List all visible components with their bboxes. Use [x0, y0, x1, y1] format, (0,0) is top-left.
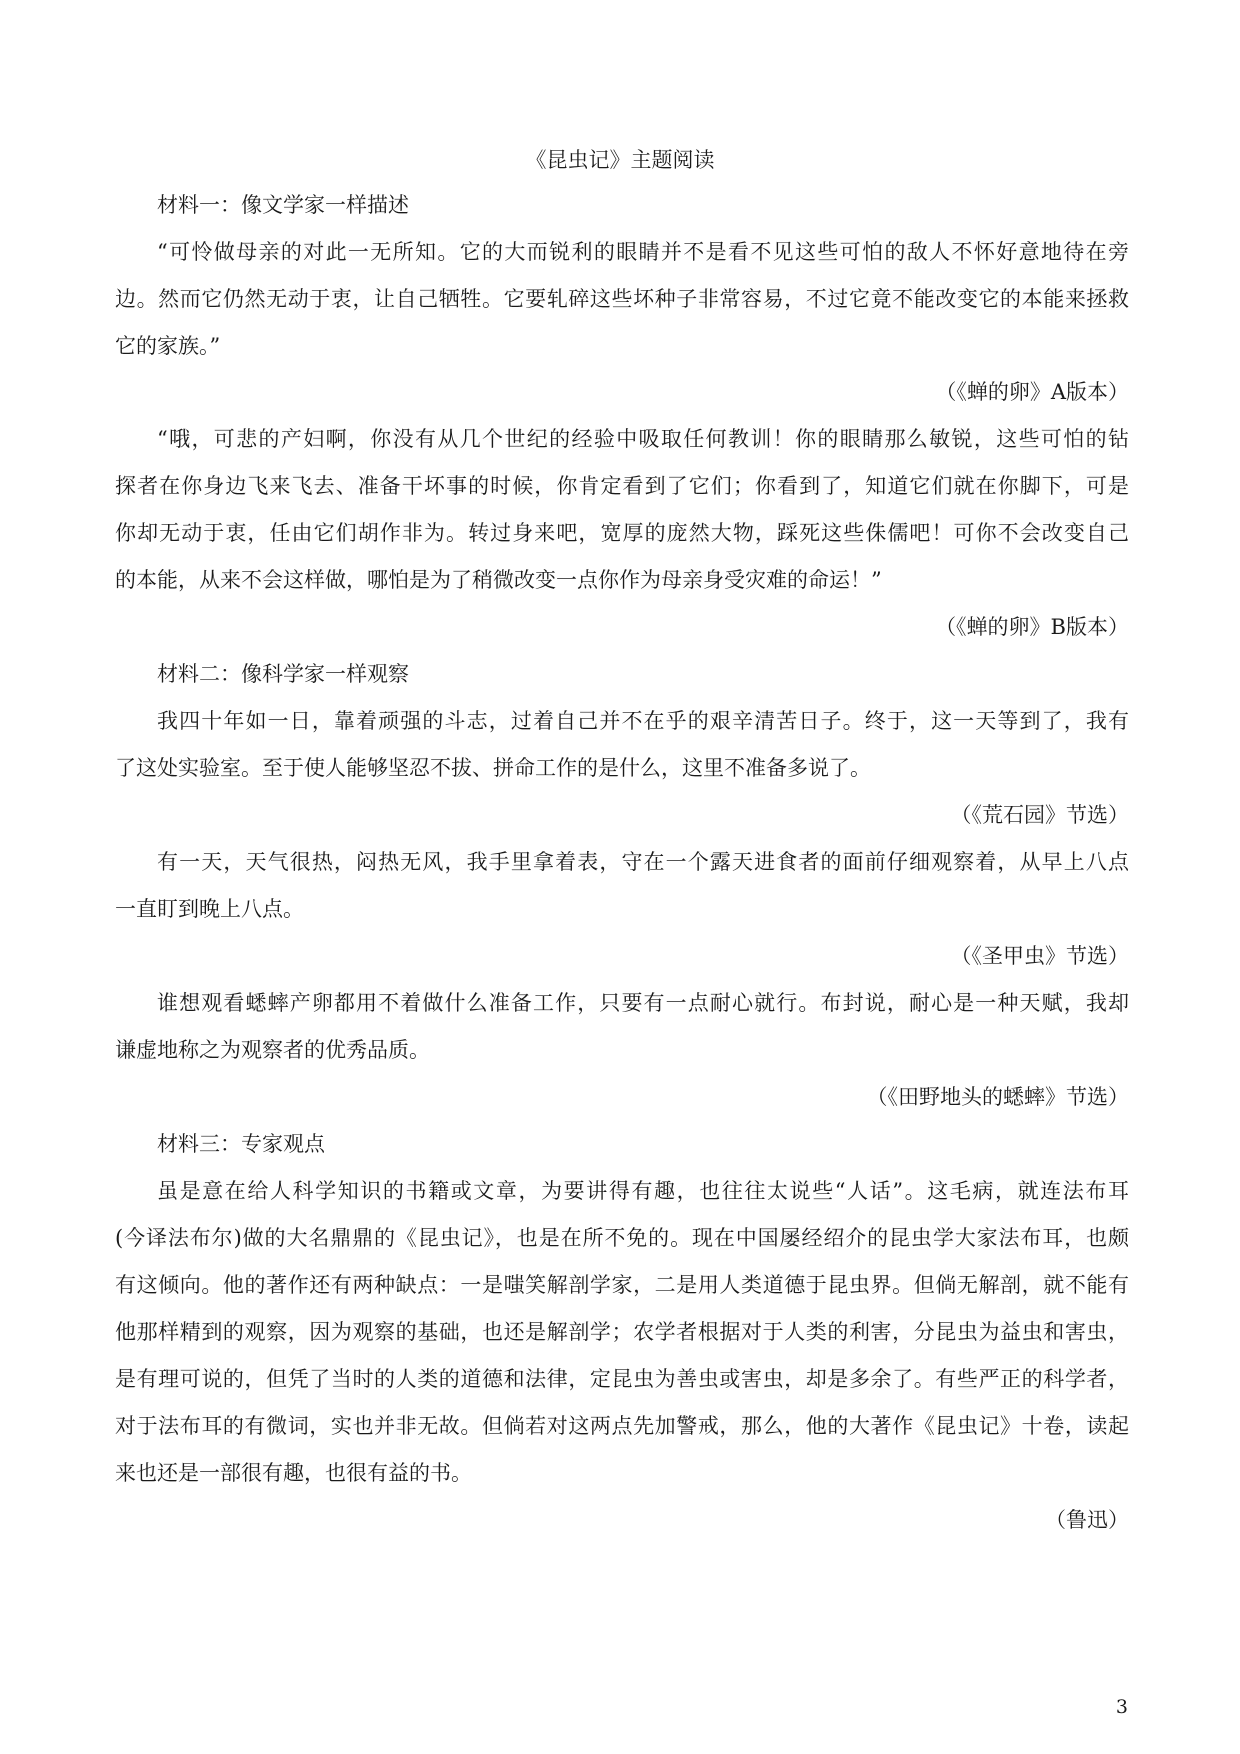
paragraph-line: 虽是意在给人科学知识的书籍或文章，为要讲得有趣，也往往太说些“人话”。这毛病，就连法布耳 — [157, 1179, 1129, 1203]
material-1-heading: 材料一：像文学家一样描述 — [157, 193, 409, 217]
paragraph-line: 边。然而它仍然无动于衷，让自己牺牲。它要轧碎这些坏种子非常容易，不过它竟不能改变它的本能来拯救 — [115, 287, 1129, 311]
material-2-heading: 材料二：像科学家一样观察 — [157, 662, 409, 686]
paragraph-line: 探者在你身边飞来飞去、准备干坏事的时候，你肯定看到了它们；你看到了，知道它们就在你脚下，可是 — [115, 474, 1129, 498]
paragraph-line: 有一天，天气很热，闷热无风，我手里拿着表，守在一个露天进食者的面前仔细观察着，从早上八点 — [157, 850, 1129, 874]
paragraph-line: 它的家族。” — [115, 334, 221, 358]
source-citation: （《荒石园》节选） — [950, 803, 1129, 827]
document-title: 《昆虫记》主题阅读 — [525, 148, 715, 172]
paragraph-line: 你却无动于衷，任由它们胡作非为。转过身来吧，宽厚的庞然大物，踩死这些侏儒吧！可你不会改变自己 — [115, 521, 1129, 545]
page-number: 3 — [1115, 1696, 1128, 1718]
paragraph-line: 谁想观看蟋蟀产卵都用不着做什么准备工作，只要有一点耐心就行。布封说，耐心是一种天赋，我却 — [157, 991, 1129, 1015]
paragraph-line: 了这处实验室。至于使人能够坚忍不拔、拼命工作的是什么，这里不准备多说了。 — [115, 756, 871, 780]
paragraph-line: 对于法布耳的有微词，实也并非无故。但倘若对这两点先加警戒，那么，他的大著作《昆虫记》十卷，读起 — [115, 1414, 1129, 1438]
paragraph-line: 来也还是一部很有趣，也很有益的书。 — [115, 1461, 472, 1485]
paragraph-line: 他那样精到的观察，因为观察的基础，也还是解剖学；农学者根据对于人类的利害，分昆虫为益虫和害虫， — [115, 1320, 1129, 1344]
paragraph-line: 谦虚地称之为观察者的优秀品质。 — [115, 1038, 430, 1062]
source-citation: （《蝉的卵》A版本） — [935, 380, 1129, 404]
paragraph-line: “哦，可悲的产妇啊，你没有从几个世纪的经验中吸取任何教训！你的眼睛那么敏锐，这些可怕的钻 — [157, 427, 1129, 451]
paragraph-line: 有这倾向。他的著作还有两种缺点：一是嗤笑解剖学家，二是用人类道德于昆虫界。但倘无解剖，就不能有 — [115, 1273, 1129, 1297]
paragraph-line: (今译法布尔)做的大名鼎鼎的《昆虫记》，也是在所不免的。现在中国屡经绍介的昆虫学大家法布耳，也颇 — [115, 1226, 1129, 1250]
source-citation: （鲁迅） — [1045, 1508, 1129, 1532]
paragraph-line: 的本能，从来不会这样做，哪怕是为了稍微改变一点你作为母亲身受灾难的命运！” — [115, 568, 882, 592]
paragraph-line: “可怜做母亲的对此一无所知。它的大而锐利的眼睛并不是看不见这些可怕的敌人不怀好意地待在旁 — [157, 240, 1129, 264]
paragraph-line: 我四十年如一日，靠着顽强的斗志，过着自己并不在乎的艰辛清苦日子。终于，这一天等到了，我有 — [157, 709, 1129, 733]
source-citation: （《蝉的卵》B版本） — [935, 615, 1129, 639]
material-3-heading: 材料三：专家观点 — [157, 1132, 325, 1156]
paragraph-line: 是有理可说的，但凭了当时的人类的道德和法律，定昆虫为善虫或害虫，却是多余了。有些严正的科学者， — [115, 1367, 1129, 1391]
source-citation: （《圣甲虫》节选） — [950, 944, 1129, 968]
source-citation: （《田野地头的蟋蟀》节选） — [866, 1085, 1129, 1109]
paragraph-line: 一直盯到晚上八点。 — [115, 897, 304, 921]
